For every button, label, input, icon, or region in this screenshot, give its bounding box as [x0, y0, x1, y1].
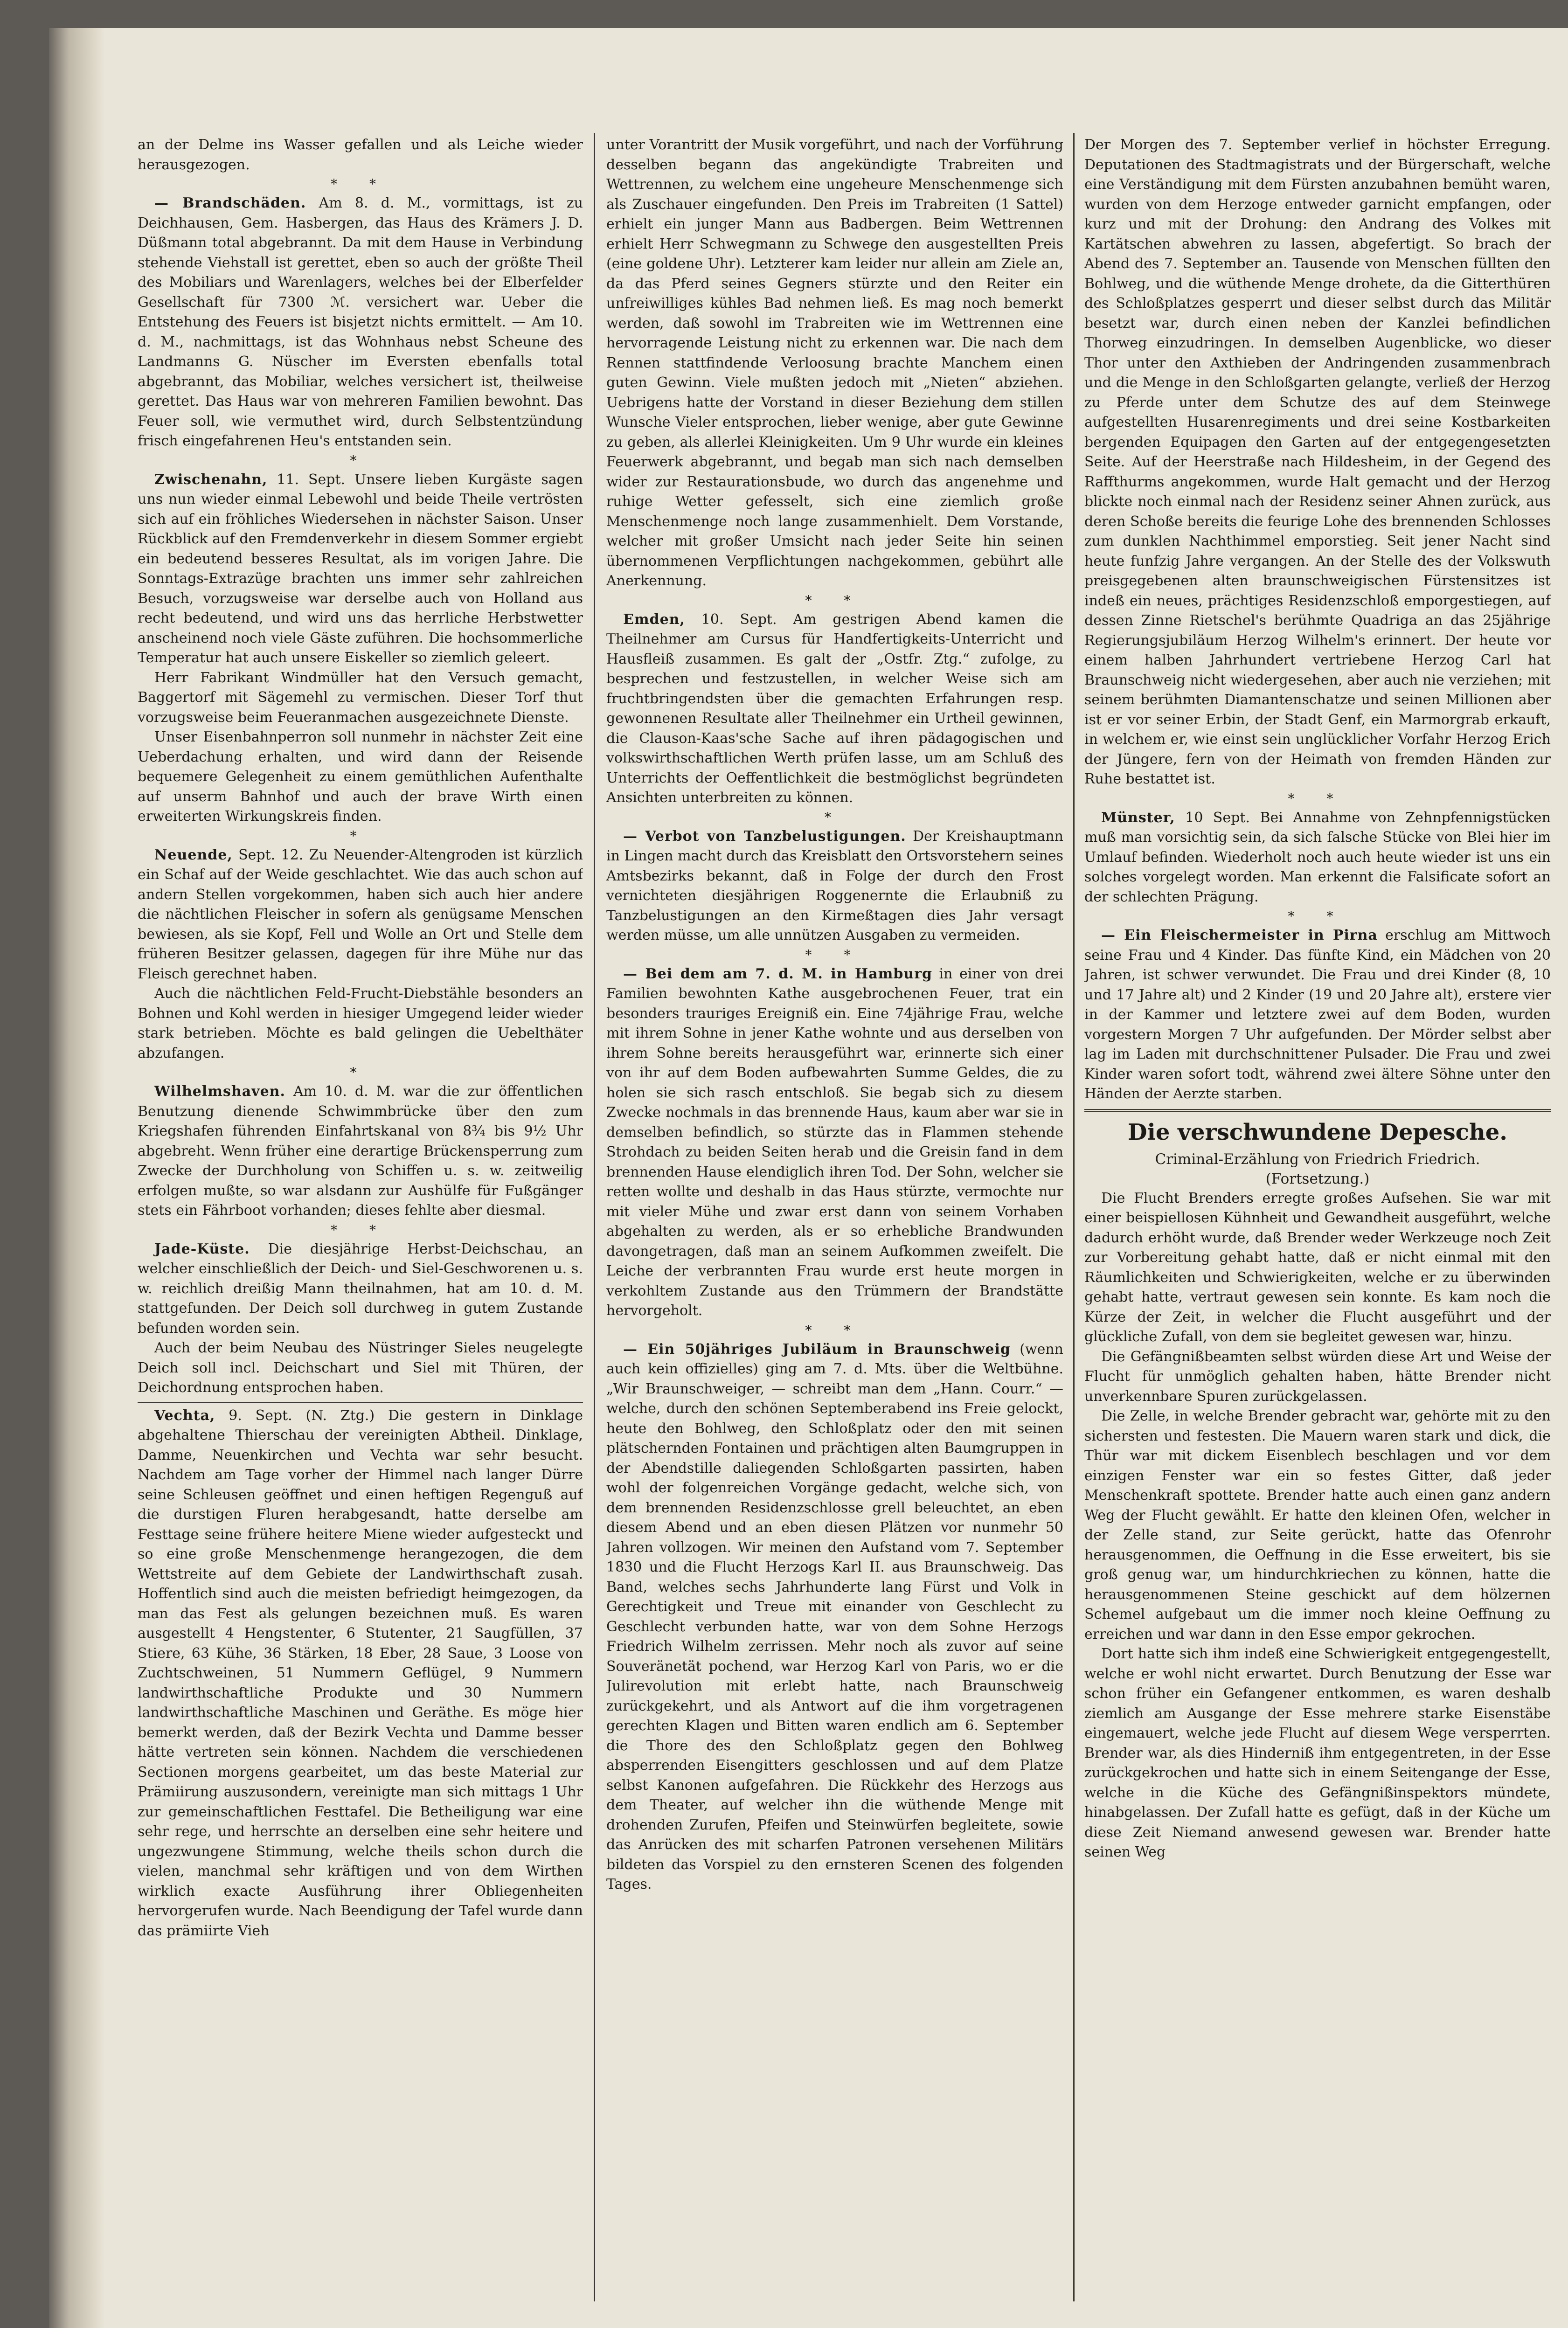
article-date: Sept. 12.	[238, 846, 304, 863]
article-zwischenahn	[138, 470, 583, 668]
section-separator: * *	[805, 1322, 865, 1338]
story-subtitle: Criminal-Erzählung von Friedrich Friedrich.	[1155, 1150, 1480, 1168]
article-heading: — Verbot von Tanzbelustigungen.	[623, 828, 906, 845]
article-tanzverbot	[606, 827, 1063, 946]
article-text: (wenn auch kein offizielles) ging am 7. d. Mts. über die Weltbühne. „Wir Braunschweiger, — schreibt man dem „Hann. Courr.“ — welche, durch den schönen Septemberabend ins Freie gelockt, heute den Bohlweg, den Schloßplatz oder den mit seinen plätschernden Fontainen und prächtigen alten Baumgruppen in der Abendstille daliegenden Schloßgarten passirten, haben wohl der folgenreichen Vorgänge gedacht, welche sich, von dem brennenden Residenzschlosse grell beleuchtet, an eben diesem Abend und an eben diesen Plätzen vor nunmehr 50 Jahren vollzogen. Wir meinen den Aufstand vom 7. September 1830 und die Flucht Herzogs Karl II. aus Braunschweig. Das Band, welches sechs Jahrhunderte lang Fürst und Volk in Gerechtigkeit und Treue mit einander von Geschlecht zu Geschlecht verbunden hatte, war von dem Sohne Herzogs Friedrich Wilhelm zerrissen. Mehr noch als zuvor auf seine Souveränetät pochend, war Herzog Karl von Paris, wo er die Julirevolution mit erlebt hatte, nach Braunschweig zurückgekehrt, und als Antwort auf die ihm vorgetragenen gerechten Klagen und Bitten waren endlich am 6. September die Thore des den Schloßplatz gegen den Bohlweg absperrenden Eisengitters geschlossen und auf dem Platze selbst Kanonen aufgefahren. Die Rückkehr des Herzogs aus dem Theater, auf welcher ihn die wüthende Menge mit drohenden Zurufen, Pfeifen und Steinwürfen begleitete, sowie das Anrücken des mit scharfen Patronen versehenen Militärs bildeten das Vorspiel zu den ernsteren Scenen des folgenden Tages.	[606, 1341, 1063, 1892]
section-separator: * *	[805, 947, 865, 963]
article-text: Auch der beim Neubau des Nüstringer Sieles neugelegte Deich soll incl. Deichschart und Siel mit Thüren, der Deichordnung entsprochen haben.	[138, 1340, 583, 1396]
article-text: Die diesjährige Herbst-Deichschau, an welcher einschließlich der Deich- und Siel-Geschworenen u. s. w. reichlich dreißig Mann theilnahmen, hat am 10. d. M. stattgefunden. Der Deich soll durchweg in gutem Zustande befunden worden sein.	[138, 1240, 583, 1337]
article-wilhelmshaven	[138, 1082, 583, 1221]
article-muenster	[1084, 808, 1551, 908]
article-heading: — Ein Fleischermeister in Pirna	[1101, 927, 1378, 943]
article-neuende	[138, 845, 583, 984]
article-text: Der Morgen des 7. September verlief in höchster Erregung. Deputationen des Stadtmagistrats und der Bürgerschaft, welche eine Verständigung mit dem Fürsten anzubahnen bemüht waren, wurden von dem Herzoge entweder garnicht empfangen, oder kurz und mit der Drohung: den Andrang des Volkes mit Kartätschen abwehren zu lassen, abgefertigt. So brach der Abend des 7. September an. Tausende von Menschen füllten den Bohlweg, und die wüthende Menge drohete, da die Gitterthüren des Schloßplatzes gesperrt und dieser selbst durch das Militär besetzt war, durch einen neben der Kanzlei befindlichen Thorweg einzudringen. In demselben Augenblicke, wo dieser Thor unter den Axthieben der Andringenden zusammenbrach und die Menge in den Schloßgarten gelangte, verließ der Herzog zu Pferde unter dem Schutze des auf dem Steinwege aufgestellten Husarenregiments und drei seine Kostbarkeiten bergenden Equipagen den Garten auf der entgegengesetzten Seite. Auf der Heerstraße nach Hildesheim, in der Gegend des Raffthurms angekommen, wurde Halt gemacht und der Herzog blickte noch einmal nach der Residenz seiner Ahnen zurück, aus deren Schoße bereits die feurige Lohe des brennenden Schlosses zum dunklen Nachthimmel emporstieg. Seit jener Nacht sind heute funfzig Jahre vergangen. An der Stelle des der Volkswuth preisgegebenen alten braunschweigischen Fürstensitzes ist indeß ein neues, prächtiges Residenzschloß emporgestiegen, auf dessen Zinne Rietschel's berühmte Quadriga an das 25jährige Regierungsjubiläum Herzog Wilhelm's erinnert. Der heute vor einem halben Jahrhundert vertriebene Herzog Carl hat Braunschweig nicht wiedergesehen, aber auch nie verziehen; mit seinem berühmten Diamantenschatze und seinen Millionen aber ist er vor seiner Erbin, der Stadt Genf, ein Marmorgrab erkauft, in welchem er, wie einst sein unglücklicher Vorfahr Herzog Erich der Jüngere, fern von der Heimath von fremden Händen zur Ruhe bestattet ist.	[1084, 137, 1551, 787]
article-date: 10. Sept.	[701, 611, 777, 628]
article-text: unter Vorantritt der Musik vorgeführt, und nach der Vorführung desselben begann das angekündigte Trabreiten und Wettrennen, zu welchem eine ungeheure Menschenmenge sich als Zuschauer eingefunden. Den Preis im Trabreiten (1 Sattel) erhielt ein junger Mann aus Badbergen. Beim Wettrennen erhielt Herr Schwegmann zu Schwege den ausgestellten Preis (eine goldene Uhr). Letzterer kam leider nur allein am Ziele an, da das Pferd seines Gegners stürzte und den Reiter ein unfreiwilliges kühles Bad nehmen ließ. Es mag noch bemerkt werden, daß sowohl im Trabreiten wie im Wettrennen eine hervorragende Leistung nicht zu erkennen war. Die nach dem Rennen stattfindende Verloosung brachte Manchem einen guten Gewinn. Viele mußten jedoch mit „Nieten“ abziehen. Uebrigens hatte der Vorstand in dieser Beziehung dem stillen Wunsche Vieler entsprochen, lieber wenige, aber gute Gewinne zu geben, als allerlei Kleinigkeiten. Um 9 Uhr wurde ein kleines Feuerwerk abgebrannt, und begab man sich nach demselben wider zur Restaurationsbude, wo durch das angenehme und ruhige Wetter gefesselt, sich eine ziemlich große Menschenmenge noch lange zusammenhielt. Dem Vorstande, welcher mit großer Umsicht nach jeder Seite hin seinen übernommenen Verpflichtungen nachgekommen, gebührt alle Anerkennung.	[606, 137, 1063, 589]
story-paragraph: Die Flucht Brenders erregte großes Aufsehen. Sie war mit einer beispiellosen Kühnheit und Gewandheit ausgeführt, welche dadurch erhöht wurde, daß Brender weder Werkzeuge noch Zeit zur Vorbereitung gehabt hatte, daß er nicht einmal mit den Räumlichkeiten und Schwierigkeiten, welche er zu überwinden gehabt hatte, vertraut gewesen sein konnte. Es kam noch die Kürze der Zeit, in welcher die Flucht ausgeführt und der glückliche Zufall, von dem sie begleitet gewesen war, hinzu.	[1084, 1190, 1551, 1345]
article-text: Unser Eisenbahnperron soll nunmehr in nächster Zeit eine Ueberdachung erhalten, und wird dann der Reisende bequemere Gelegenheit zu einem gemüthlichen Aufenthalte auf unserm Bahnhof und auch der brave Wirth einen erweiterten Wirkungskreis finden.	[138, 729, 583, 824]
book-binding-edge	[49, 28, 105, 2328]
article-text: Die gestern in Dinklage abgehaltene Thierschau der vereinigten Abtheil. Dinklage, Damme, Neuenkirchen und Vechta war sehr besucht. Nachdem am Tage vorher der Himmel nach langer Dürre seine Schleusen geöffnet und einen heftigen Regenguß auf die durstigen Fluren herabgesandt, hatte derselbe am Festtage seine frühere heitere Miene wieder aufgesteckt und so eine große Menschenmenge herangezogen, die dem Wettstreite auf dem Gebiete der Landwirthschaft zusah. Hoffentlich sind auch die meisten befriedigt heimgezogen, da man das Fest als gelungen bezeichnen muß. Es waren ausgestellt 4 Hengstenter, 6 Stutenter, 21 Saugfüllen, 37 Stiere, 63 Kühe, 36 Stärken, 18 Eber, 28 Saue, 3 Loose von Zuchtschweinen, 51 Nummern Geflügel, 9 Nummern landwirthschaftliche Produkte und 30 Nummern landwirthschaftliche Maschinen und Geräthe. Es möge hier bemerkt werden, daß der Bezirk Vechta und Damme besser hätte vertreten sein können. Nachdem die verschiedenen Sectionen morgens gearbeitet, um das beste Material zur Prämiirung auszusondern, vereinigte man sich mittags 1 Uhr zur gemeinschaftlichen Festtafel. Die Betheiligung war eine sehr rege, und herrschte an derselben eine sehr heitere und ungezwungene Stimmung, welche theils schon durch die vielen, manchmal sehr kräftigen und von dem Wirthen wirklich exacte Ausführung ihrer Obliegenheiten hervorgerufen wurde. Nach Beendigung der Tafel wurde dann das prämiirte Vieh	[138, 1407, 583, 1939]
article-date: 9. Sept. (N. Ztg.)	[229, 1407, 375, 1424]
article-heading: — Brandschäden.	[154, 195, 306, 211]
section-separator: * *	[331, 1222, 390, 1238]
story-paragraph: Die Gefängnißbeamten selbst würden diese Art und Weise der Flucht für unmöglich gehalten haben, hätte Brender nicht unverkennbare Spuren zurückgelassen.	[1084, 1348, 1551, 1405]
article-heading: Vechta,	[154, 1407, 215, 1424]
article-heading: Zwischenahn,	[154, 471, 268, 488]
section-separator: * *	[1288, 908, 1347, 924]
article-text: Unsere lieben Kurgäste sagen uns nun wieder einmal Lebewohl und beide Theile vertrösten sich auf ein fröhliches Wiedersehen in nächster Saison. Unser Rückblick auf den Fremdenverkehr in diesem Sommer ergiebt ein bedeutend besseres Resultat, als im vorigen Jahre. Die Sonntags-Extrazüge brachten uns immer sehr zahlreichen Besuch, vorzugsweise war derselbe auch von Holland aus recht bedeutend, und wird uns das herrliche Herbstwetter anscheinend noch viele Gäste zuführen. Die hochsommerliche Temperatur hat auch unsere Eiskeller so ziemlich geleert.	[138, 471, 583, 666]
section-separator: * *	[331, 176, 390, 192]
article-emden	[606, 610, 1063, 808]
article-heading: — Bei dem am 7. d. M. in Hamburg	[623, 965, 932, 982]
article-pirna	[1084, 926, 1551, 1104]
article-heading: Emden,	[623, 611, 685, 628]
article-text: Auch die nächtlichen Feld-Frucht-Diebstähle besonders an Bohnen und Kohl werden in hiesiger Umgegend leider wieder stark betrieben. Möchte es bald gelingen die Uebelthäter abzufangen.	[138, 985, 583, 1061]
article-text: Am 10. d. M. war die zur öffentlichen Benutzung dienende Schwimmbrücke über den zum Kriegshafen führenden Einfahrtskanal von 8¾ bis 9½ Uhr abgebreht. Wenn früher eine derartige Brückensperrung zum Zwecke der Durchholung von Schiffen u. s. w. zeitweilig erfolgen mußte, so war alsdann zur Aushülfe für Fußgänger stets ein Fährboot vorhanden; dieses fehlte aber diesmal.	[138, 1083, 583, 1219]
article-heading: Neuende,	[154, 846, 233, 863]
article-hamburg	[606, 964, 1063, 1321]
newspaper-page	[49, 28, 1568, 2328]
section-separator: * *	[1288, 790, 1347, 806]
article-date: 10 Sept.	[1185, 809, 1250, 826]
column-1	[138, 135, 583, 2299]
article-brandschaeden	[138, 194, 583, 451]
story-paragraph: Die Zelle, in welche Brender gebracht war, gehörte mit zu den sichersten und festesten. Die Mauern waren stark und dick, die Thür war mit dickem Eisenblech beschlagen und vor dem einzigen Fenster war ein so festes Gitter, daß jeder Menschenkraft spottete. Brender hatte auch einen ganz andern Weg der Flucht gewählt. Er hatte den kleinen Ofen, welcher in der Zelle stand, zur Seite gerückt, hatte das Ofenrohr herausgenommen, die Oeffnung in die Esse erweitert, bis sie groß genug war, um hindurchkriechen zu können, hatte die herausgenommenen Steine geschickt auf dem hölzernen Schemel aufgebaut um die immer noch kleine Oeffnung zu erreichen und war dann in den Esse empor gekrochen.	[1084, 1408, 1551, 1642]
article-text: erschlug am Mittwoch seine Frau und 4 Kinder. Das fünfte Kind, ein Mädchen von 20 Jahren, ist schwer verwundet. Die Frau und drei Kinder (8, 10 und 17 Jahre alt) und 2 Kinder (19 und 20 Jahre alt), erstere vier in der Kammer und letztere zwei auf dem Boden, wurden vorgestern Morgen 7 Uhr aufgefunden. Der Mörder selbst aber lag im Laden mit durchschnittener Pulsader. Die Frau und zwei Kinder waren sofort todt, während zwei ältere Söhne unter den Händen der Aerzte starben.	[1084, 927, 1551, 1102]
article-heading: — Ein 50jähriges Jubiläum in Braunschweig	[623, 1341, 1011, 1358]
story-title: Die verschwundene Depesche.	[1127, 1119, 1507, 1145]
column-rule	[594, 133, 595, 2301]
article-heading: Jade-Küste.	[154, 1240, 250, 1257]
article-heading: Münster,	[1101, 809, 1175, 826]
article-heading: Wilhelmshaven.	[154, 1083, 285, 1100]
article-text: in einer von drei Familien bewohnten Kathe ausgebrochenen Feuer, trat ein besonders trauriges Ereigniß ein. Eine 74jährige Frau, welche mit ihrem Sohne in jener Kathe wohnte und aus derselben von ihrem Sohne bereits herausgeführt war, erinnerte sich einer von ihr auf dem Boden aufbewahrten Summe Geldes, die zu holen sie sich rasch entschloß. Sie begab sich zu diesem Zwecke nochmals in das brennende Haus, kaum aber war sie in demselben befindlich, so stürzte das in Flammen stehende Strohdach zu beiden Seiten herab und die Greisin fand in dem brennenden Hause elendiglich ihren Tod. Der Sohn, welcher sie retten wollte und deshalb in das Haus stürzte, vermochte nur mit vieler Mühe und zwar erst dann von seinem Vorhaben abgehalten zu werden, als er so erhebliche Brandwunden davongetragen, daß man an seinem Aufkommen zweifelt. Die Leiche der verbrannten Frau wurde erst heute morgen in verkohltem Zustande aus den Trümmern der Brandstätte hervorgeholt.	[606, 965, 1063, 1319]
article-date: 11. Sept.	[277, 471, 346, 488]
article-vechta	[138, 1406, 583, 1941]
column-rule	[1073, 133, 1075, 2301]
section-separator: *	[350, 1065, 371, 1080]
story-paragraph: Dort hatte sich ihm indeß eine Schwierigkeit entgegengestellt, welche er wohl nicht erwartet. Durch Benutzung der Esse war schon früher ein Gefangener entkommen, es waren deshalb ziemlich am Ausgange der Esse mehrere starke Eisenstäbe eingemauert, welche jede Flucht auf diesem Wege versperrten. Brender war, als dies Hinderniß ihm entgegentreten, in der Esse zurückgekrochen und hatte sich in einem Seitengange der Esse, welche in die Küche des Gefängnißinspektors mündete, hinabgelassen. Der Zufall hatte es gefügt, daß in der Küche um diese Zeit Niemand anwesend gewesen war. Brender hatte seinen Weg	[1084, 1646, 1551, 1860]
column-2	[606, 135, 1063, 2299]
article-text: an der Delme ins Wasser gefallen und als Leiche wieder herausgezogen.	[138, 137, 583, 173]
horizontal-rule	[138, 1402, 583, 1403]
double-rule	[1084, 1109, 1551, 1113]
story-continuation-note: (Fortsetzung.)	[1265, 1170, 1370, 1187]
article-text: Am 8. d. M., vormittags, ist zu Deichhausen, Gem. Hasbergen, das Haus des Krämers J. D. Düßmann total abgebrannt. Da mit dem Hause in Verbindung stehende Viehstall ist gerettet, eben so auch der größte Theil des Mobiliars und Warenlagers, welches bei der Elberfelder Gesellschaft für 7300 ℳ. versichert war. Ueber die Entstehung des Feuers ist bisjetzt nichts ermittelt. — Am 10. d. M., nachmittags, ist das Wohnhaus nebst Scheune des Landmanns G. Nüscher im Eversten ebenfalls total abgebrannt, das Mobiliar, welches versichert ist, theilweise gerettet. Das Haus war von mehreren Familien bewohnt. Das Feuer soll, wie vermuthet wird, durch Selbstentzündung frisch eingefahrenen Heu's entstanden sein.	[138, 195, 583, 449]
article-text: Herr Fabrikant Windmüller hat den Versuch gemacht, Baggertorf mit Sägemehl zu vermischen. Dieser Torf thut vorzugsweise beim Feueranmachen ausgezeichnete Dienste.	[138, 669, 583, 726]
section-separator: *	[825, 809, 845, 825]
article-jade-kueste	[138, 1240, 583, 1339]
article-text: Am gestrigen Abend kamen die Theilnehmer am Cursus für Handfertigkeits-Unterricht und Hausfleiß zusammen. Es galt der „Ostfr. Ztg.“ zufolge, zu besprechen und festzustellen, in welcher Weise sich am fruchtbringendsten über die gemachten Erfahrungen resp. gewonnenen Resultate aller Theilnehmer ein Urtheil gewinnen, die Clauson-Kaas'sche Sache auf ihren pädagogischen und volkswirthschaftlichen Werth prüfen lasse, um am Schluß des Unterrichts der Oeffentlichkeit die bestmöglichst begründeten Ansichten unterbreiten zu können.	[606, 611, 1063, 806]
column-3	[1084, 135, 1551, 2299]
section-separator: * *	[805, 592, 865, 608]
section-separator: *	[350, 828, 371, 844]
article-text: Bei Annahme von Zehnpfennigstücken muß man vorsichtig sein, da sich falsche Stücke von Blei hier im Umlauf befinden. Wiederholt noch auch heute wieder ist uns ein solches vorgelegt worden. Man erkennt die Falsificate sofort an der schlechten Prägung.	[1084, 809, 1551, 905]
article-jubilaeum	[606, 1340, 1063, 1895]
section-separator: *	[350, 452, 371, 468]
article-text: Der Kreishauptmann in Lingen macht durch das Kreisblatt den Ortsvorstehern seines Amtsbezirks bekannt, daß in Folge der durch den Frost vernichteten diesjährigen Roggenernte die Erlaubniß zu Tanzbelustigungen an den Kirmeßtagen dies Jahr versagt werden müsse, um alle unnützen Ausgaben zu vermeiden.	[606, 828, 1063, 943]
article-text: Zu Neuender-Altengroden ist kürzlich ein Schaf auf der Weide geschlachtet. Wie das auch schon auf andern Stellen vorgekommen, haben sich auch hier andere die nächtlichen Fleischer in sofern als genügsame Menschen bewiesen, als sie Kopf, Fell und Wolle an Ort und Stelle dem früheren Besitzer gelassen, dagegen für ihre Mühe nur das Fleisch gerechnet haben.	[138, 846, 583, 982]
